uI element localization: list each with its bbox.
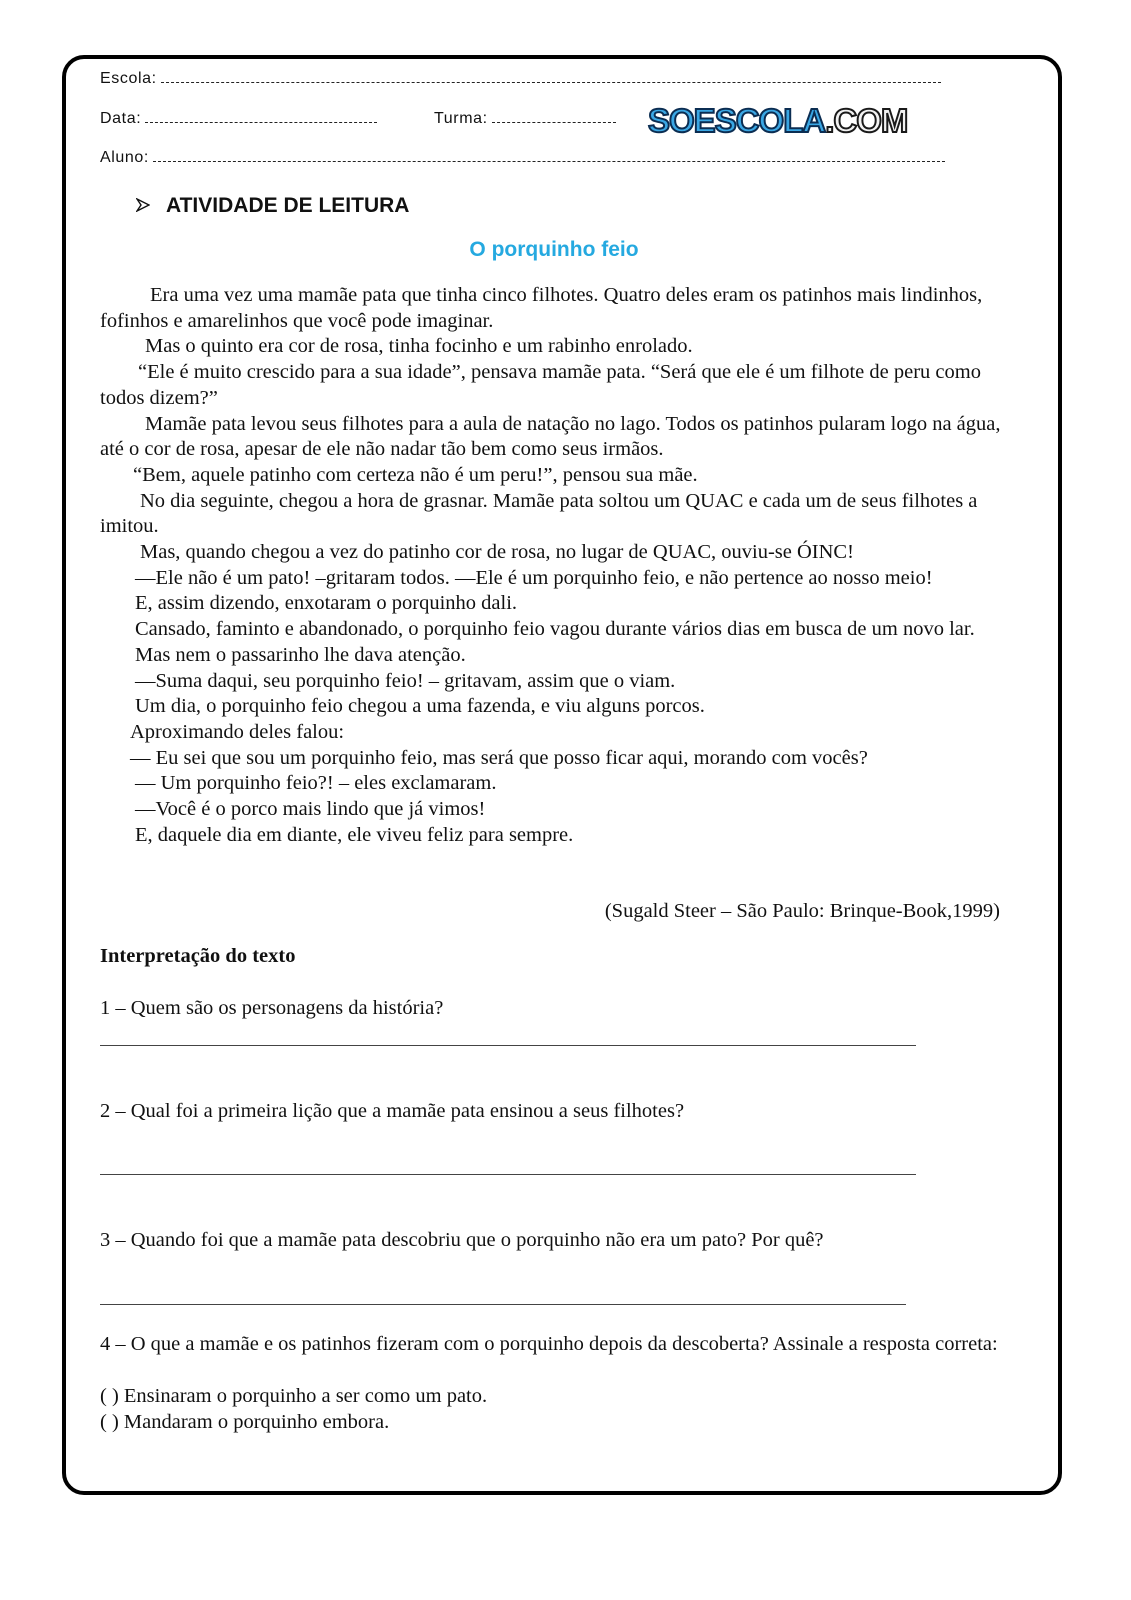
interpretation-heading: Interpretação do texto bbox=[100, 945, 296, 967]
story-paragraph: “Bem, aquele patinho com certeza não é um peru!”, pensou sua mãe. bbox=[133, 463, 698, 486]
story-paragraph: Um dia, o porquinho feio chegou a uma fazenda, e viu alguns porcos. bbox=[135, 695, 705, 718]
option-2[interactable]: ( ) Mandaram o porquinho embora. bbox=[100, 1411, 390, 1433]
story-paragraph: Cansado, faminto e abandonado, o porquinho feio vagou durante vários dias em busca de um novo lar. bbox=[135, 618, 975, 641]
option-1[interactable]: ( ) Ensinaram o porquinho a ser como um pato. bbox=[100, 1385, 488, 1407]
answer-line-3[interactable] bbox=[100, 1304, 906, 1305]
story-paragraph: Aproximando deles falou: bbox=[130, 720, 345, 743]
story-paragraph: E, assim dizendo, enxotaram o porquinho dali. bbox=[135, 592, 518, 615]
story-paragraph: —Ele não é um pato! –gritaram todos. —Ele é um porquinho feio, e não pertence ao nosso meio! bbox=[135, 566, 933, 589]
logo-suffix: .COM bbox=[825, 102, 908, 139]
soescola-logo bbox=[648, 104, 1024, 138]
answer-line-1[interactable] bbox=[100, 1045, 916, 1046]
school-blank[interactable] bbox=[161, 72, 941, 83]
class-blank[interactable] bbox=[492, 112, 616, 123]
story-paragraph: Mas nem o passarinho lhe dava atenção. bbox=[135, 643, 466, 666]
story-paragraph: —Você é o porco mais lindo que já vimos! bbox=[135, 798, 486, 821]
story-text bbox=[100, 283, 1010, 848]
answer-line-2[interactable] bbox=[100, 1174, 916, 1175]
class-field[interactable] bbox=[434, 110, 616, 128]
date-field[interactable] bbox=[100, 110, 377, 128]
school-label: Escola: bbox=[100, 70, 157, 87]
story-paragraph: Mas, quando chegou a vez do patinho cor de rosa, no lugar de QUAC, ouviu-se ÓINC! bbox=[140, 541, 854, 564]
student-field[interactable] bbox=[100, 149, 945, 167]
school-field[interactable] bbox=[100, 70, 941, 88]
story-title: O porquinho feio bbox=[469, 238, 639, 261]
logo-main: SOESCOLA bbox=[648, 102, 826, 139]
story-paragraph: Mamãe pata levou seus filhotes para a aula de natação no lago. Todos os patinhos pularam logo na água, até o cor de rosa, apesar de ele não nadar tão bem como seus irmãos. bbox=[100, 412, 1001, 461]
story-citation: (Sugald Steer – São Paulo: Brinque-Book,1999) bbox=[604, 900, 1000, 922]
date-blank[interactable] bbox=[145, 112, 377, 123]
story-paragraph: No dia seguinte, chegou a hora de grasnar. Mamãe pata soltou um QUAC e cada um de seus filhotes a imitou. bbox=[100, 489, 978, 538]
date-label: Data: bbox=[100, 110, 142, 127]
student-blank[interactable] bbox=[153, 151, 945, 162]
question-4: 4 – O que a mamãe e os patinhos fizeram com o porquinho depois da descoberta? Assinale a resposta correta: bbox=[100, 1333, 998, 1355]
student-label: Aluno: bbox=[100, 149, 149, 166]
activity-heading-text: ATIVIDADE DE LEITURA bbox=[166, 194, 410, 217]
story-paragraph: E, daquele dia em diante, ele viveu feliz para sempre. bbox=[135, 823, 574, 846]
question-2: 2 – Qual foi a primeira lição que a mamãe pata ensinou a seus filhotes? bbox=[100, 1100, 685, 1122]
story-paragraph: — Eu sei que sou um porquinho feio, mas será que posso ficar aqui, morando com vocês? bbox=[130, 746, 868, 769]
activity-heading bbox=[136, 194, 409, 218]
question-3: 3 – Quando foi que a mamãe pata descobriu que o porquinho não era um pato? Por quê? bbox=[100, 1229, 824, 1251]
arrow-bullet-icon bbox=[136, 198, 152, 217]
story-paragraph: Mas o quinto era cor de rosa, tinha focinho e um rabinho enrolado. bbox=[145, 335, 693, 358]
story-paragraph: — Um porquinho feio?! – eles exclamaram. bbox=[135, 772, 497, 795]
story-paragraph: —Suma daqui, seu porquinho feio! – gritavam, assim que o viam. bbox=[135, 669, 676, 692]
question-1: 1 – Quem são os personagens da história? bbox=[100, 997, 444, 1019]
story-paragraph: “Ele é muito crescido para a sua idade”, pensava mamãe pata. “Será que ele é um filhote de peru como todos dizem?” bbox=[100, 361, 981, 409]
class-label: Turma: bbox=[434, 110, 488, 127]
story-paragraph: Era uma vez uma mamãe pata que tinha cinco filhotes. Quatro deles eram os patinhos mais lindinhos, fofinhos e amarelinhos que você pode imaginar. bbox=[100, 284, 983, 332]
